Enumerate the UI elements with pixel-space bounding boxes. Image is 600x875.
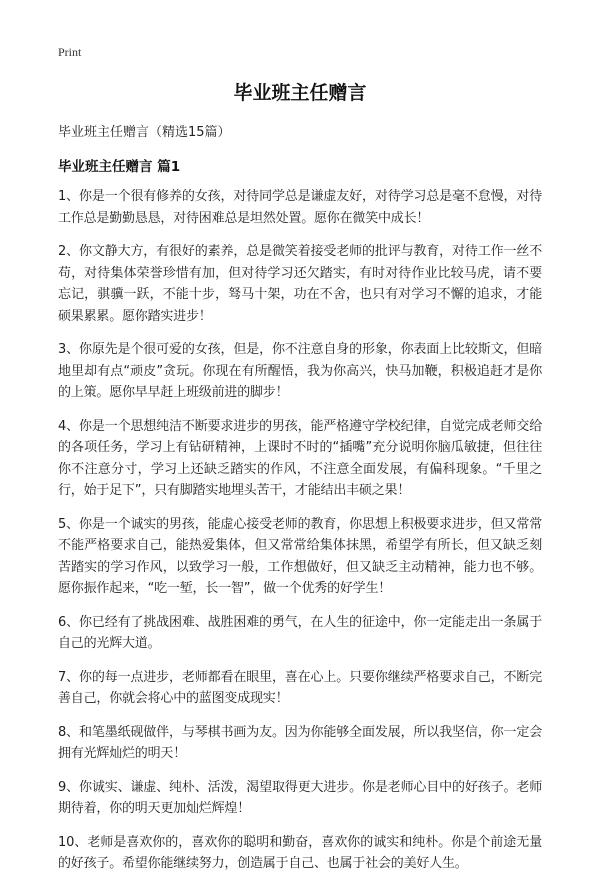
paragraph-8: 8、和笔墨纸砚做伴，与琴棋书画为友。因为你能够全面发展，所以我坚信，你一定会拥有光辉灿烂的明天！ (58, 724, 542, 761)
document-subtitle: 毕业班主任赠言（精选15篇） (58, 125, 231, 140)
paragraph-7: 7、你的每一点进步，老师都看在眼里，喜在心上。只要你继续严格要求自己，不断完善自己，你就会将心中的蓝图变成现实！ (58, 669, 542, 706)
paragraph-6: 6、你已经有了挑战困难、战胜困难的勇气，在人生的征途中，你一定能走出一条属于自己的光辉大道。 (58, 614, 542, 651)
paragraph-9: 9、你诚实、谦虚、纯朴、活泼，渴望取得更大进步。你是老师心目中的好孩子。老师期待着，你的明天更加灿烂辉煌！ (58, 779, 542, 816)
section-heading: 毕业班主任赠言 篇1 (58, 159, 181, 175)
paragraph-2: 2、你文静大方，有很好的素养，总是微笑着接受老师的批评与教育，对待工作一丝不苟，对待集体荣誉珍惜有加，但对待学习还欠踏实，有时对待作业比较马虎，请不要忘记，骐骥一跃，不能十步，驽马十架，功在不舍，也只有对学习不懈的追求，才能硕果累累。愿你踏实进步！ (58, 244, 542, 324)
paragraph-5: 5、你是一个诚实的男孩，能虚心接受老师的教育，你思想上积极要求进步，但又常常不能严格要求自己，能热爱集体，但又常常给集体抹黑，希望学有所长，但又缺乏刻苦踏实的学习作风，以致学习一般，工作想做好，但又缺乏主动精神，能力也不够。愿你振作起来，“吃一堑，长一智”，做一个优秀的好学生！ (58, 516, 542, 596)
paragraph-10: 10、老师是喜欢你的，喜欢你的聪明和勤奋，喜欢你的诚实和纯朴。你是个前途无量的好孩子。希望你能继续努力，创造属于自己、也属于社会的美好人生。 (58, 834, 542, 871)
document-title: 毕业班主任赠言 (233, 82, 367, 104)
paragraph-1: 1、你是一个很有修养的女孩，对待同学总是谦虚友好，对待学习总是毫不怠慢，对待工作总是勤勤恳恳，对待困难总是坦然处置。愿你在微笑中成长！ (58, 189, 542, 226)
print-label: Print (58, 45, 82, 59)
paragraph-list (58, 186, 542, 875)
paragraph-4: 4、你是一个思想纯洁不断要求进步的男孩，能严格遵守学校纪律，自觉完成老师交给的各项任务，学习上有钻研精神，上课时不时的“插嘴”充分说明你脑瓜敏捷，但往往你不注意分寸，学习上还缺乏踏实的作风，不注意全面发展，有偏科现象。“千里之行，始于足下”，只有脚踏实地埋头苦干，才能结出丰硕之果！ (58, 418, 542, 498)
paragraph-3: 3、你原先是个很可爱的女孩，但是，你不注意自身的形象，你表面上比较斯文，但暗地里却有点“顽皮”贪玩。你现在有所醒悟，我为你高兴，快马加鞭，积极追赶才是你的上策。愿你早早赶上班级前进的脚步！ (58, 342, 542, 400)
